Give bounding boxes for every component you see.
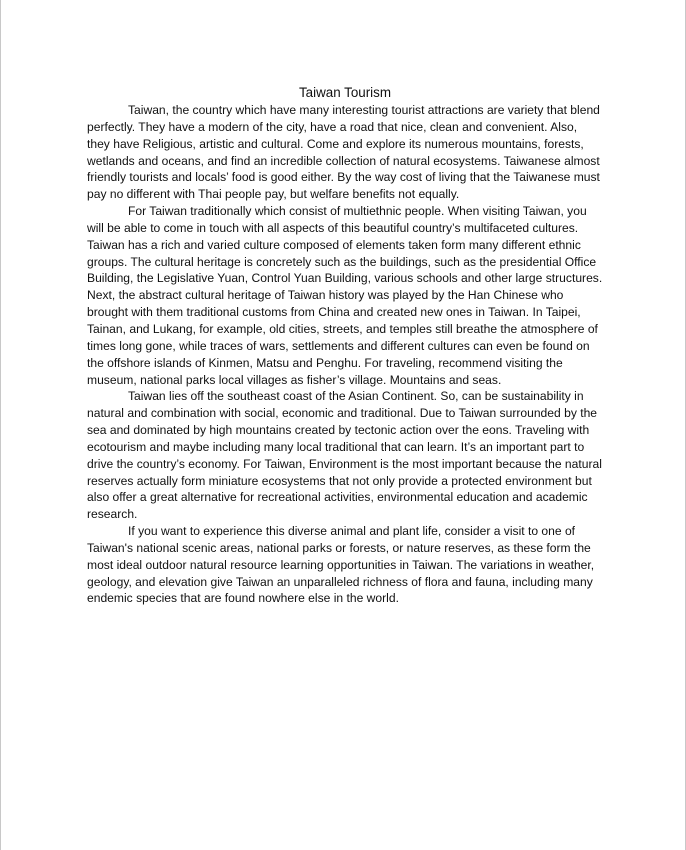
paragraph-culture: For Taiwan traditionally which consist of multiethnic people. When visiting Taiwan, you will be able to come in touch with all aspects of this beautiful country’s multifaceted cultures. Taiwan has a rich and varied culture composed of elements taken form many different ethnic groups. The cultural heritage is concretely such as the buildings, such as the presidential Office Building, the Legislative Yuan, Control Yuan Building, various schools and other large structures. Next, the abstract cultural heritage of Taiwan history was played by the Han Chinese who brought with them traditional customs from China and created new ones in Taiwan. In Taipei, Tainan, and Lukang, for example, old cities, streets, and temples still breathe the atmosphere of times long gone, while traces of wars, settlements and different cultures can even be found on the offshore islands of Kinmen, Matsu and Penghu. For traveling, recommend visiting the museum, national parks local villages as fisher’s village. Mountains and seas. <box>87 204 603 387</box>
paragraph-geography: Taiwan lies off the southeast coast of the Asian Continent. So, can be sustainability in natural and combination with social, economic and traditional. Due to Taiwan surrounded by the sea and dominated by high mountains created by tectonic action over the eons. Traveling with ecotourism and maybe including many local traditional that can learn. It’s an important part to drive the country’s economy. For Taiwan, Environment is the most important because the natural reserves actually form miniature ecosystems that not only provide a protected environment but also offer a great alternative for recreational activities, environmental education and academic research. <box>87 389 602 522</box>
paragraph-introduction: Taiwan, the country which have many interesting tourist attractions are variety that blend perfectly. They have a modern of the city, have a road that nice, clean and convenient. Also, they have Religious, artistic and cultural. Come and explore its numerous mountains, forests, wetlands and oceans, and find an incredible collection of natural ecosystems. Taiwanese almost friendly tourists and locals’ food is good either. By the way cost of living that the Taiwanese must pay no different with Thai people pay, but welfare benefits not equally. <box>87 103 600 202</box>
document-title: Taiwan Tourism <box>298 85 392 100</box>
document-body <box>87 84 603 607</box>
paragraph-nature: If you want to experience this diverse animal and plant life, consider a visit to one of Taiwan's national scenic areas, national parks or forests, or nature reserves, as these form the most ideal outdoor natural resource learning opportunities in Taiwan. The variations in weather, geology, and elevation give Taiwan an unparalleled richness of flora and fauna, including many endemic species that are found nowhere else in the world. <box>87 524 595 606</box>
